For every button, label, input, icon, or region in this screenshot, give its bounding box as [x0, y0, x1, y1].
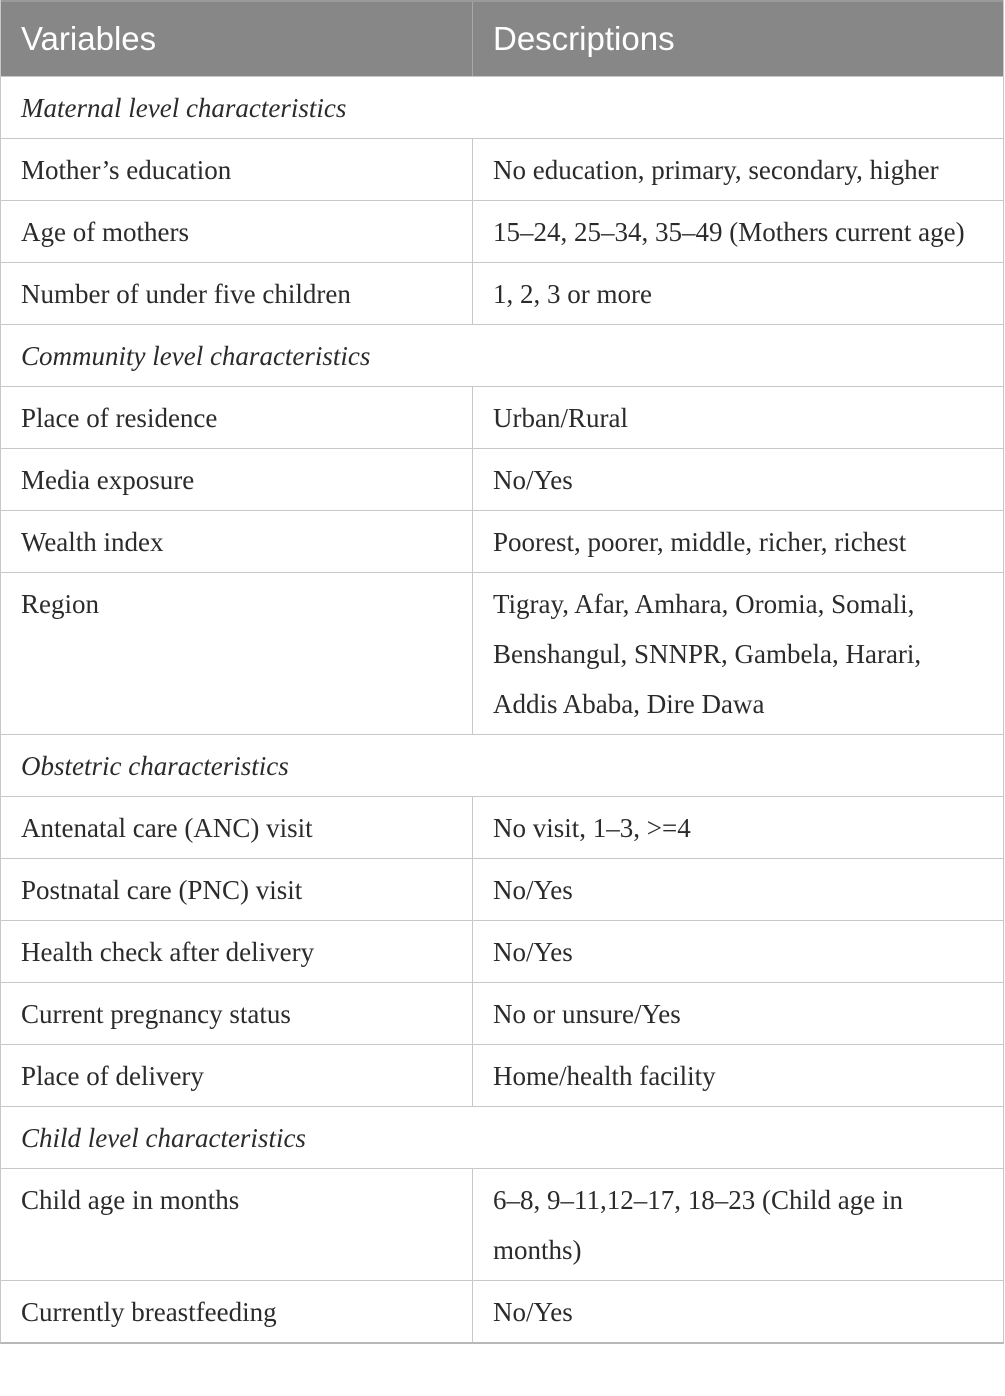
- description-cell: No/Yes: [493, 875, 573, 905]
- section-row-community: [1, 324, 1003, 386]
- description-cell: 1, 2, 3 or more: [493, 279, 652, 309]
- table-row: [1, 572, 1003, 734]
- table-row: [1, 920, 1003, 982]
- variable-cell: Place of delivery: [1, 1045, 473, 1106]
- description-cell: Urban/Rural: [493, 403, 628, 433]
- description-cell: No education, primary, secondary, higher: [493, 155, 939, 185]
- table-row: [1, 982, 1003, 1044]
- description-cell: 15–24, 25–34, 35–49 (Mothers current age): [493, 217, 965, 247]
- variable-cell: Health check after delivery: [1, 921, 473, 982]
- description-cell: No visit, 1–3, >=4: [493, 813, 691, 843]
- description-cell: No/Yes: [493, 465, 573, 495]
- section-title: Maternal level characteristics: [21, 93, 347, 123]
- variable-cell: Region: [1, 573, 473, 734]
- table-row: [1, 858, 1003, 920]
- variable-cell: Child age in months: [1, 1169, 473, 1280]
- variable-cell: Number of under five children: [1, 263, 473, 324]
- description-cell: No or unsure/Yes: [493, 999, 681, 1029]
- description-cell: No/Yes: [493, 937, 573, 967]
- table-row: [1, 1280, 1003, 1342]
- section-row-obstetric: [1, 734, 1003, 796]
- table-row: [1, 1168, 1003, 1280]
- section-title: Child level characteristics: [21, 1123, 306, 1153]
- description-cell: Tigray, Afar, Amhara, Oromia, Somali, Benshangul, SNNPR, Gambela, Harari, Addis Ababa, Dire Dawa: [493, 589, 922, 719]
- table-row: [1, 796, 1003, 858]
- table-row: [1, 448, 1003, 510]
- table-row: [1, 200, 1003, 262]
- table-row: [1, 262, 1003, 324]
- table-row: [1, 1044, 1003, 1106]
- header-variables: Variables: [1, 2, 473, 76]
- section-row-child: [1, 1106, 1003, 1168]
- variable-cell: Currently breastfeeding: [1, 1281, 473, 1342]
- table-row: [1, 386, 1003, 448]
- table-row: [1, 138, 1003, 200]
- header-descriptions: Descriptions: [493, 20, 675, 57]
- variable-cell: Postnatal care (PNC) visit: [1, 859, 473, 920]
- description-cell: No/Yes: [493, 1297, 573, 1327]
- variable-cell: Media exposure: [1, 449, 473, 510]
- variable-cell: Wealth index: [1, 511, 473, 572]
- section-title: Obstetric characteristics: [21, 751, 289, 781]
- table-header: [1, 0, 1003, 76]
- variable-cell: Antenatal care (ANC) visit: [1, 797, 473, 858]
- description-cell: Home/health facility: [493, 1061, 716, 1091]
- section-title: Community level characteristics: [21, 341, 371, 371]
- description-cell: 6–8, 9–11,12–17, 18–23 (Child age in months): [493, 1185, 903, 1265]
- variable-cell: Current pregnancy status: [1, 983, 473, 1044]
- variable-cell: Place of residence: [1, 387, 473, 448]
- variable-cell: Mother’s education: [1, 139, 473, 200]
- table-row: [1, 510, 1003, 572]
- description-cell: Poorest, poorer, middle, richer, richest: [493, 527, 907, 557]
- variable-cell: Age of mothers: [1, 201, 473, 262]
- section-row-maternal: [1, 76, 1003, 138]
